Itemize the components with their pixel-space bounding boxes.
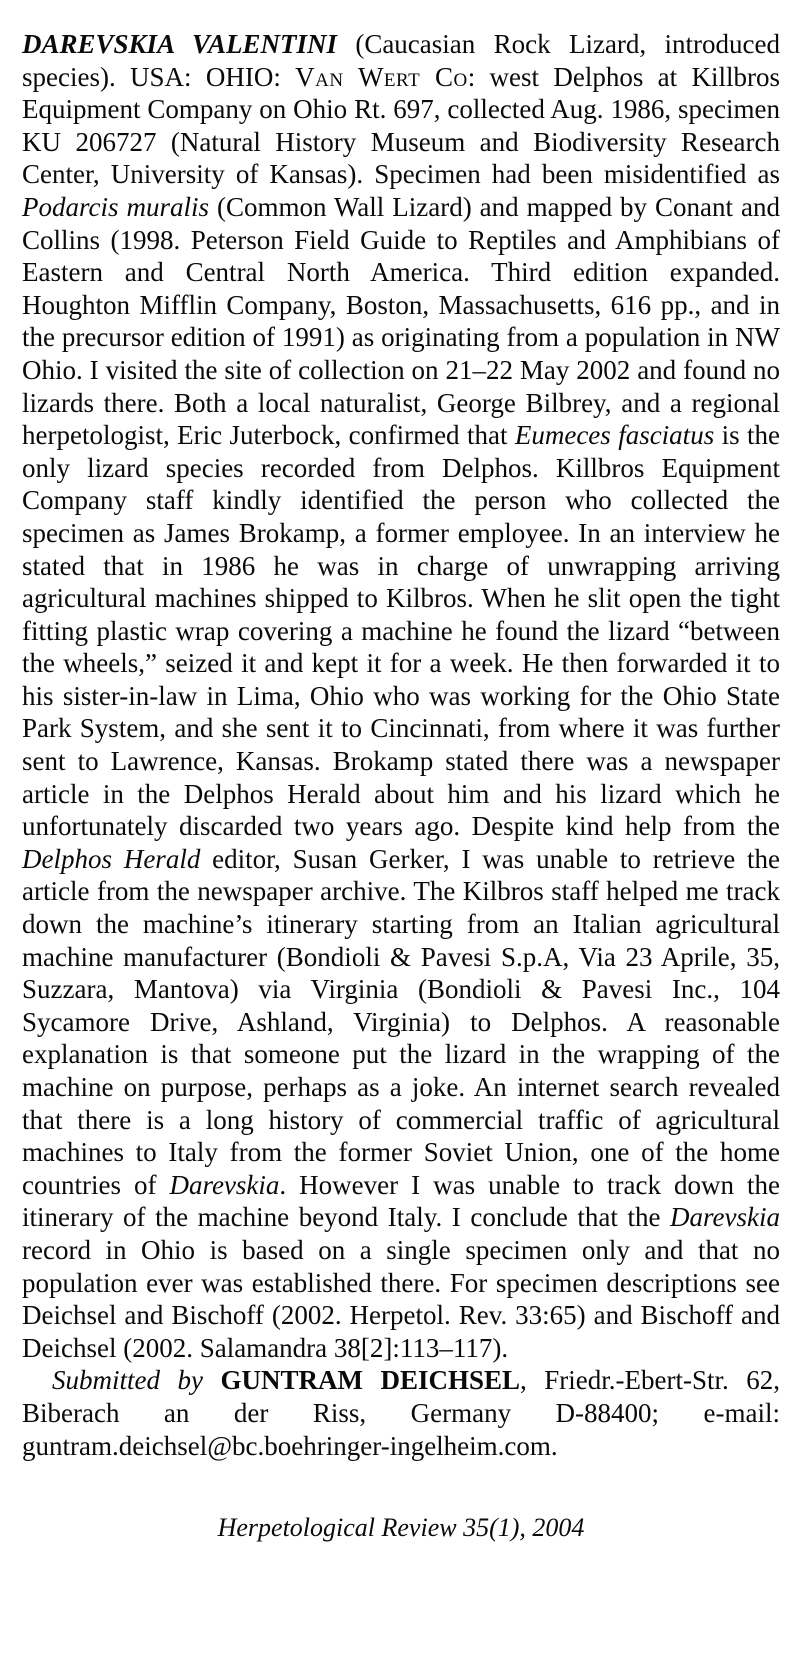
- text-segment: Darevskia: [670, 1202, 780, 1233]
- text-segment: Eumeces fasciatus: [514, 420, 715, 451]
- text-segment: Submitted by: [52, 1365, 221, 1396]
- paragraph-species-account: [22, 28, 780, 1364]
- text-segment: (Common Wall Lizard) and mapped by Conant and Collins (1998. Peterson Field Guide to Reptiles and Amphibians of Eastern and Central North America. Third edition expanded. Houghton Mifflin Company, Boston, Massachusetts, 616 pp., and in the precursor edition of 1991) as originating from a population in NW Ohio. I visited the site of collection on 21–22 May 2002 and found no lizards there. Both a local naturalist, George Bilbrey, and a regional herpetologist, Eric Juterbock, confirmed that: [22, 191, 780, 451]
- journal-footer: Herpetological Review 35(1), 2004: [217, 1513, 585, 1543]
- text-segment: . However I was unable to track down the itinerary of the machine beyond Italy. I conclude that the: [22, 1169, 780, 1233]
- text-segment: Delphos Herald: [22, 843, 201, 874]
- text-segment: Van Wert Co: [295, 61, 468, 92]
- article-text-block: [22, 28, 780, 1462]
- text-segment: (Caucasian Rock Lizard, introduced species). USA: OHIO:: [22, 29, 780, 92]
- text-segment: Podarcis muralis: [22, 191, 209, 222]
- text-segment: , Friedr.-Ebert-Str. 62, Biberach an der Riss, Germany D-88400; e-mail: guntram.deichsel@bc.boehringer-ingelheim.com.: [22, 1365, 780, 1461]
- text-segment: is the only lizard species recorded from Delphos. Killbros Equipment Company staff kindly identified the person who collected the specimen as James Brokamp, a former employee. In an interview he stated that in 1986 he was in charge of unwrapping arriving agricultural machines shipped to Kilbros. When he slit open the tight fitting plastic wrap covering a machine he found the lizard “between the wheels,” seized it and kept it for a week. He then forwarded it to his sister-in-law in Lima, Ohio who was working for the Ohio State Park System, and she sent it to Cincinnati, from where it was further sent to Lawrence, Kansas. Brokamp stated there was a newspaper article in the Delphos Herald about him and his lizard which he unfortunately discarded two years ago. Despite kind help from the: [22, 420, 780, 842]
- text-segment: Darevskia: [169, 1169, 280, 1200]
- text-segment: record in Ohio is based on a single specimen only and that no population ever was established there. For specimen descriptions see Deichsel and Bischoff (2002. Herpetol. Rev. 33:65) and Bischoff and Deichsel (2002. Salamandra 38[2]:113–117).: [22, 1234, 780, 1363]
- text-segment: editor, Susan Gerker, I was unable to retrieve the article from the newspaper archive. The Kilbros staff helped me track down the machine’s itinerary starting from an Italian agricultural machine manufacturer (Bondioli & Pavesi S.p.A, Via 23 Aprile, 35, Suzzara, Mantova) via Virginia (Bondioli & Pavesi Inc., 104 Sycamore Drive, Ashland, Virginia) to Delphos. A reasonable explanation is that someone put the lizard in the wrapping of the machine on purpose, perhaps as a joke. An internet search revealed that there is a long history of commercial traffic of agricultural machines to Italy from the former Soviet Union, one of the home countries of: [22, 843, 780, 1200]
- text-segment: : west Delphos at Killbros Equipment Company on Ohio Rt. 697, collected Aug. 1986, specimen KU 206727 (Natural History Museum and Biodiversity Research Center, University of Kansas). Specimen had been misidentified as: [22, 61, 780, 190]
- text-segment: DAREVSKIA VALENTINI: [22, 29, 337, 59]
- text-segment: GUNTRAM DEICHSEL: [220, 1365, 521, 1396]
- paragraph-submitted-by: [22, 1364, 780, 1462]
